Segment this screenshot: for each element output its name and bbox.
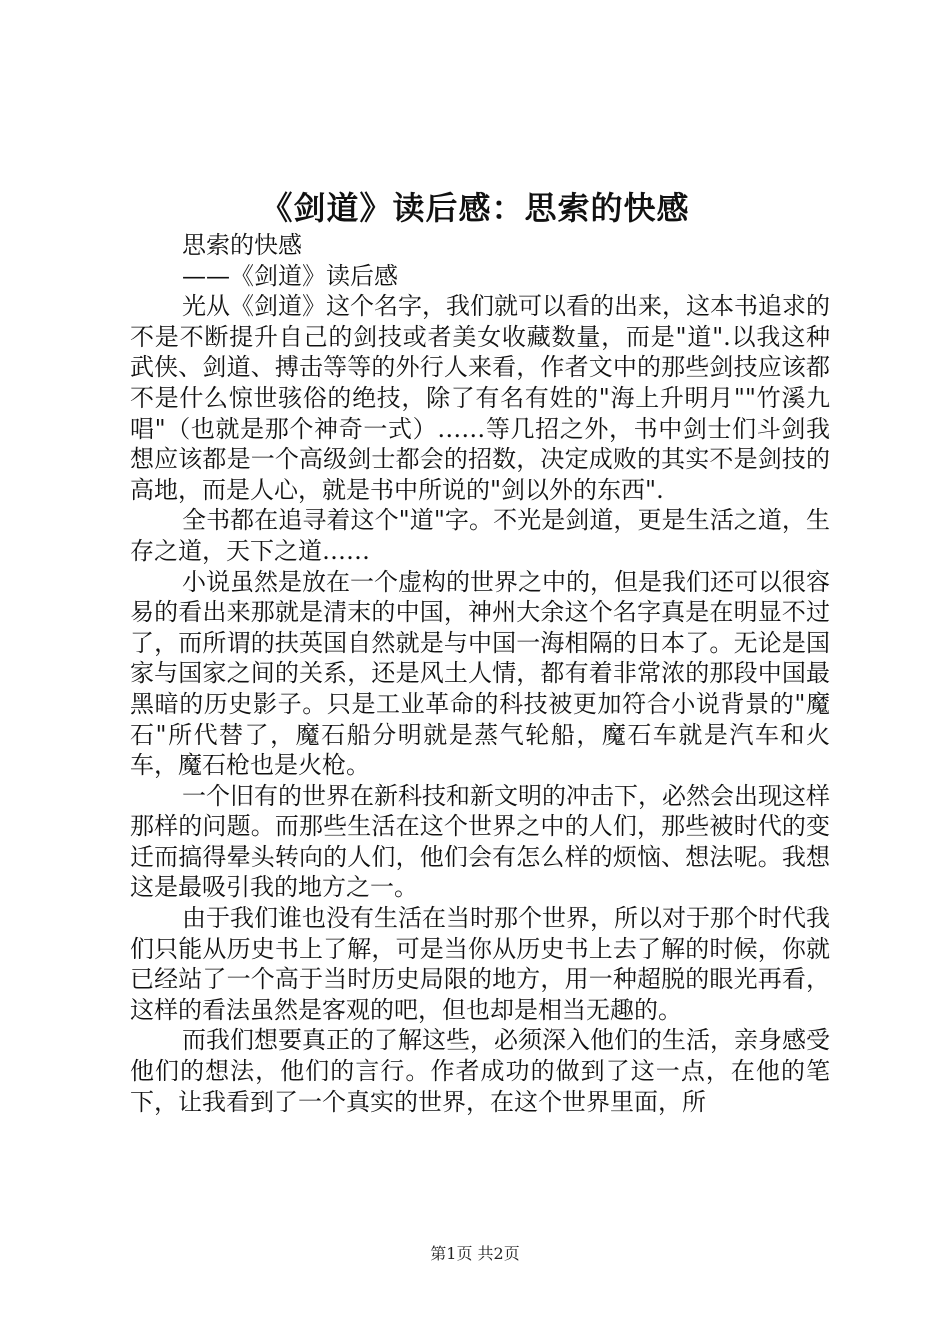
paragraph: 全书都在追寻着这个"道"字。不光是剑道，更是生活之道，生存之道，天下之道…… bbox=[130, 506, 830, 565]
page-number-footer: 第1页 共2页 bbox=[430, 1244, 520, 1263]
paragraph: 小说虽然是放在一个虚构的世界之中的，但是我们还可以很容易的看出来那就是清末的中国，神州大余这个名字真是在明显不过了，而所谓的扶英国自然就是与中国一海相隔的日本了。无论是国家与国家之间的关系，还是风土人情，都有着非常浓的那段中国最黑暗的历史影子。只是工业革命的科技被更加符合小说背景的"魔石"所代替了，魔石船分明就是蒸气轮船，魔石车就是汽车和火车，魔石枪也是火枪。 bbox=[130, 567, 830, 780]
subtitle-line: 思索的快感 bbox=[182, 231, 302, 259]
paragraph: 光从《剑道》这个名字，我们就可以看的出来，这本书追求的不是不断提升自己的剑技或者美女收藏数量，而是"道".以我这种武侠、剑道、搏击等等的外行人来看，作者文中的那些剑技应该都不是什么惊世骇俗的绝技，除了有名有姓的"海上升明月""竹溪九唱"（也就是那个神奇一式）……等几招之外，书中剑士们斗剑我想应该都是一个高级剑士都会的招数，决定成败的其实不是剑技的高地，而是人心，就是书中所说的"剑以外的东西". bbox=[130, 292, 830, 504]
subtitle-line: ——《剑道》读后感 bbox=[182, 261, 398, 290]
paragraph: 而我们想要真正的了解这些，必须深入他们的生活，亲身感受他们的想法，他们的言行。作者成功的做到了这一点，在他的笔下，让我看到了一个真实的世界，在这个世界里面，所 bbox=[130, 1026, 830, 1116]
page-title: 《剑道》读后感：思索的快感 bbox=[260, 189, 690, 227]
paragraph: 由于我们谁也没有生活在当时那个世界，所以对于那个时代我们只能从历史书上了解，可是当你从历史书上去了解的时候，你就已经站了一个高于当时历史局限的地方，用一种超脱的眼光再看，这样的看法虽然是客观的吧，但也却是相当无趣的。 bbox=[130, 904, 830, 1024]
document-body bbox=[130, 230, 830, 1117]
paragraph: 一个旧有的世界在新科技和新文明的冲击下，必然会出现这样那样的问题。而那些生活在这个世界之中的人们，那些被时代的变迁而搞得晕头转向的人们，他们会有怎么样的烦恼、想法呢。我想这是最吸引我的地方之一。 bbox=[130, 781, 830, 902]
